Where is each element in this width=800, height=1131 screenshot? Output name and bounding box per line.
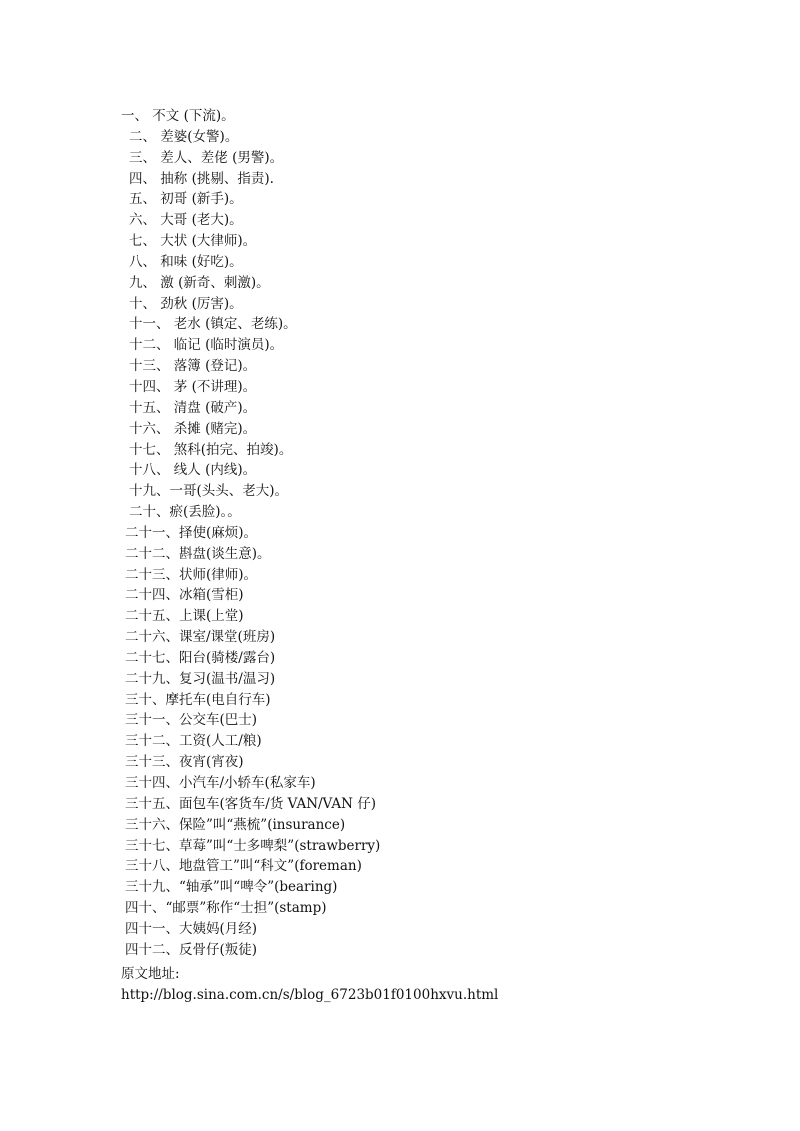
list-item-text: 三十、摩托车(电自行车)	[125, 691, 271, 708]
list-item-text: 二十二、斟盘(谈生意)。	[125, 545, 271, 562]
list-item-text: 十三、 落簿 (登记)。	[129, 358, 257, 375]
list-item-text: 十七、 煞科(拍完、拍竣)。	[129, 441, 293, 458]
list-item	[0, 940, 258, 961]
list-item	[0, 773, 316, 794]
list-item	[0, 523, 258, 544]
list-item-text: 三十六、保险”叫“燕梳”(insurance)	[125, 816, 346, 833]
list-item-text: 九、 激 (新奇、刺激)。	[129, 274, 270, 291]
list-item-text: 十九、一哥(头头、老大)。	[129, 483, 289, 500]
list-item-text: 二十六、课室/课堂(班房)	[125, 629, 276, 646]
list-item-text: 二十三、状师(律师)。	[125, 566, 258, 583]
list-item-text: 八、 和味 (好吃)。	[129, 253, 243, 270]
list-item	[0, 544, 271, 565]
list-item	[0, 731, 262, 752]
list-item	[0, 273, 270, 294]
list-item-text: 五、 初哥 (新手)。	[129, 191, 243, 208]
list-item-text: 二十七、阳台(骑楼/露台)	[125, 649, 276, 666]
list-item-text: 七、 大状 (大律师)。	[129, 233, 257, 250]
list-item-text: 十八、 线人 (内线)。	[129, 462, 257, 479]
list-item	[0, 419, 255, 440]
list-item	[0, 690, 271, 711]
list-item-text: 三、 差人、差佬 (男警)。	[129, 149, 284, 166]
list-item	[0, 460, 255, 481]
list-item	[0, 710, 258, 731]
list-item-text: 三十七、草莓”叫“士多啤梨”(strawberry)	[125, 837, 381, 854]
list-item	[0, 836, 381, 857]
list-item	[0, 606, 255, 627]
list-item	[0, 377, 255, 398]
list-item	[0, 252, 255, 273]
list-item	[0, 148, 284, 169]
list-item	[0, 502, 255, 523]
list-item-text: 二、 差婆(女警)。	[129, 128, 239, 145]
list-item	[0, 127, 255, 148]
source-footer	[121, 964, 498, 1006]
source-url: http://blog.sina.com.cn/s/blog_6723b01f0100hxvu.html	[121, 987, 499, 1003]
list-item	[0, 189, 255, 210]
list-item-text: 四十二、反骨仔(叛徒)	[125, 941, 258, 958]
source-label: 原文地址:	[121, 966, 180, 982]
list-item	[0, 356, 255, 377]
list-item	[0, 398, 255, 419]
list-item	[0, 440, 293, 461]
list-item-text: 三十八、地盘管工”叫“科文”(foreman)	[125, 858, 362, 875]
list-item-text: 三十四、小汽车/小轿车(私家车)	[125, 775, 316, 791]
list-item	[0, 669, 276, 690]
list-item-text: 二十五、上课(上堂)	[125, 608, 244, 625]
list-item-text: 一、 不文 (下流)。	[121, 108, 235, 124]
list-item-text: 二十、瘀(丢脸)。。	[129, 504, 241, 521]
list-item-text: 十五、 清盘 (破产)。	[129, 399, 257, 416]
list-item	[0, 314, 297, 335]
list-item-text: 三十一、公交车(巴士)	[125, 712, 258, 729]
list-item	[0, 794, 377, 815]
list-item	[0, 648, 276, 669]
list-item	[0, 752, 255, 773]
list-item	[0, 627, 276, 648]
list-item	[0, 481, 289, 502]
list-item-text: 十、 劲秋 (厉害)。	[129, 295, 243, 312]
list-item	[0, 231, 255, 252]
list-item	[0, 815, 346, 836]
list-item-text: 三十五、面包车(客货车/货 VAN/VAN 仔)	[125, 795, 377, 812]
list-item-text: 三十九、“轴承”叫“啤令”(bearing)	[125, 879, 338, 896]
list-item	[0, 919, 258, 940]
list-item	[0, 294, 255, 315]
list-item-text: 二十九、复习(温书/温习)	[125, 670, 276, 687]
list-item	[0, 898, 327, 919]
list-item	[0, 169, 274, 190]
list-item-text: 四十一、大姨妈(月经)	[125, 920, 258, 937]
list-item	[0, 565, 258, 586]
list-item	[0, 106, 255, 127]
list-item-text: 二十四、冰箱(雪柜)	[125, 587, 244, 604]
list-item-text: 十一、 老水 (镇定、老练)。	[129, 316, 297, 333]
list-item	[0, 877, 338, 898]
list-item-text: 二十一、择使(麻烦)。	[125, 524, 258, 541]
list-item	[0, 856, 362, 877]
list-item-text: 十四、 茅 (不讲理)。	[129, 378, 257, 395]
list-item-text: 十六、 杀摊 (赌完)。	[129, 420, 257, 437]
list-item-text: 三十二、工资(人工/粮)	[125, 733, 262, 750]
slang-list	[0, 106, 381, 961]
list-item-text: 四十、“邮票”称作“士担”(stamp)	[125, 900, 327, 917]
list-item	[0, 585, 255, 606]
list-item	[0, 210, 255, 231]
list-item	[0, 335, 284, 356]
list-item-text: 六、 大哥 (老大)。	[129, 212, 243, 229]
list-item-text: 十二、 临记 (临时演员)。	[129, 337, 284, 354]
list-item-text: 四、 抽称 (挑剔、指责).	[129, 170, 274, 187]
list-item-text: 三十三、夜宵(宵夜)	[125, 754, 244, 771]
